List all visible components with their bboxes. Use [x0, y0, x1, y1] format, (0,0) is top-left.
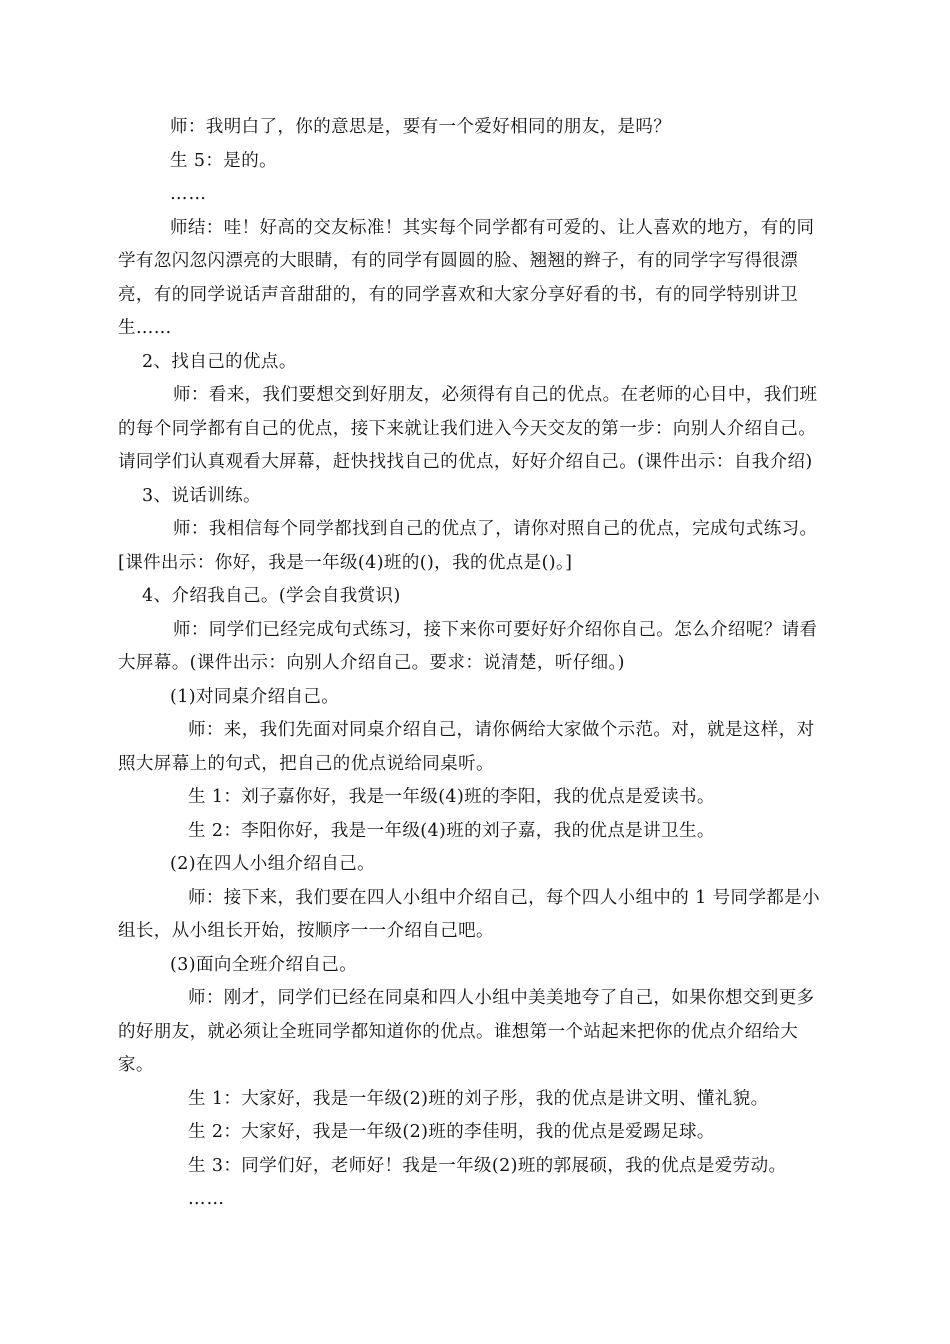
ellipsis: …… [170, 184, 207, 204]
teacher-paragraph: 师：看来，我们要想交到好朋友，必须得有自己的优点。在老师的心目中，我们班的每个同学都有自己的优点，接下来就让我们进入今天交友的第一步：向别人介绍自己。请同学们认真观看大屏幕，赶快找找自己的优点，好好介绍自己。(课件出示：自我介绍) [118, 385, 818, 472]
student-line: 生 3：同学们好，老师好！我是一年级(2)班的郭展硕，我的优点是爱劳动。 [188, 1155, 787, 1176]
teacher-paragraph: 师：刚才，同学们已经在同桌和四人小组中美美地夸了自己，如果你想交到更多的好朋友，就必须让全班同学都知道你的优点。谁想第一个站起来把你的优点介绍给大家。 [118, 988, 815, 1075]
subsection-heading-3: (3)面向全班介绍自己。 [170, 954, 358, 975]
teacher-summary: 师结：哇！好高的交友标准！其实每个同学都有可爱的、让人喜欢的地方，有的同学有忽闪忽闪漂亮的大眼睛，有的同学有圆圆的脸、翘翘的辫子，有的同学字写得很漂亮，有的同学说话声音甜甜的，有的同学喜欢和大家分享好看的书，有的同学特别讲卫生…… [118, 217, 815, 338]
teacher-paragraph: 师：来，我们先面对同桌介绍自己，请你俩给大家做个示范。对，就是这样，对照大屏幕上的句式，把自己的优点说给同桌听。 [118, 720, 815, 774]
section-heading-3: 3、说话训练。 [142, 485, 261, 506]
teacher-line: 师：我明白了，你的意思是，要有一个爱好相同的朋友，是吗？ [170, 117, 672, 137]
document-body [118, 111, 832, 1217]
student-line: 生 1：刘子嘉你好，我是一年级(4)班的李阳，我的优点是爱读书。 [188, 787, 715, 807]
student-line: 生 2：李阳你好，我是一年级(4)班的刘子嘉，我的优点是讲卫生。 [188, 820, 715, 841]
subsection-heading-1: (1)对同桌介绍自己。 [170, 686, 340, 707]
teacher-paragraph: 师：我相信每个同学都找到自己的优点了，请你对照自己的优点，完成句式练习。[课件出示：你好，我是一年级(4)班的()，我的优点是()。] [118, 519, 818, 573]
section-heading-4: 4、介绍我自己。(学会自我赏识) [142, 586, 401, 606]
student-line: 生 1：大家好，我是一年级(2)班的刘子彤，我的优点是讲文明、懂礼貌。 [188, 1088, 769, 1109]
subsection-heading-2: (2)在四人小组介绍自己。 [170, 854, 375, 874]
teacher-paragraph: 师：接下来，我们要在四人小组中介绍自己，每个四人小组中的 1 号同学都是小组长，从小组长开始，按顺序一一介绍自己吧。 [118, 887, 821, 941]
teacher-paragraph: 师：同学们已经完成句式练习，接下来你可要好好介绍你自己。怎么介绍呢？请看大屏幕。(课件出示：向别人介绍自己。要求：说清楚，听仔细。) [118, 619, 818, 673]
section-heading-2: 2、找自己的优点。 [142, 351, 297, 372]
student-line: 生 5：是的。 [170, 150, 277, 171]
ellipsis: …… [188, 1189, 225, 1209]
student-line: 生 2：大家好，我是一年级(2)班的李佳明，我的优点是爱踢足球。 [188, 1122, 715, 1142]
